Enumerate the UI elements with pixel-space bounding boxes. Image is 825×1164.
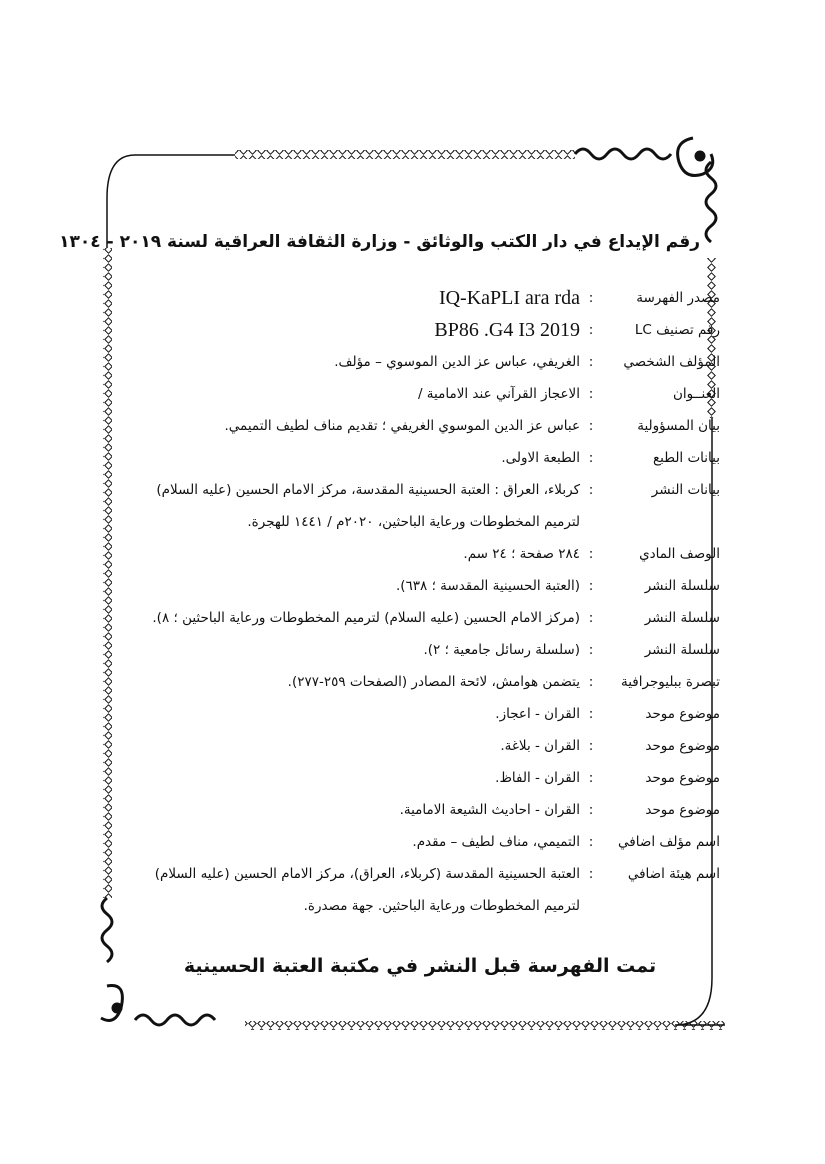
record-colon: : xyxy=(588,642,594,658)
record-value: BP86 .G4 I3 2019 xyxy=(434,319,580,341)
record-row xyxy=(130,282,720,314)
record-row xyxy=(130,314,720,346)
deposit-number-heading: رقم الإيداع في دار الكتب والوثائق - وزارة الثقافة العراقية لسنة ٢٠١٩ - ١٣٠٤ xyxy=(59,232,700,252)
record-label: سلسلة النشر xyxy=(644,642,720,658)
record-value: الاعجاز القرآني عند الامامية / xyxy=(417,386,580,402)
record-value: العتبة الحسينية المقدسة (كربلاء، العراق)، مركز الامام الحسين (عليه السلام) لترميم المخطوطات ورعاية الباحثين. جهة مصدرة. xyxy=(154,866,580,914)
record-label: الوصف المادي xyxy=(639,546,720,562)
record-colon: : xyxy=(588,674,594,690)
record-row xyxy=(130,794,720,826)
record-row xyxy=(130,346,720,378)
record-value: IQ-KaPLI ara rda xyxy=(438,287,580,309)
record-colon: : xyxy=(588,450,594,466)
record-label: العنــوان xyxy=(673,386,720,402)
record-label: رقم تصنيف LC xyxy=(634,322,720,338)
record-colon: : xyxy=(588,706,594,722)
record-label: اسم هيئة اضافي xyxy=(627,866,720,882)
record-label: موضوع موحد xyxy=(645,706,720,722)
record-value: التميمي، مناف لطيف – مقدم. xyxy=(412,834,580,850)
record-row xyxy=(130,730,720,762)
record-label: تبصرة ببليوجرافية xyxy=(620,674,720,690)
record-colon: : xyxy=(588,610,594,626)
record-value: الغريفي، عباس عز الدين الموسوي – مؤلف. xyxy=(334,354,580,370)
catalog-records xyxy=(130,282,720,922)
record-row xyxy=(130,826,720,858)
record-colon: : xyxy=(588,386,594,402)
record-colon: : xyxy=(588,802,594,818)
record-row xyxy=(130,442,720,474)
record-row xyxy=(130,762,720,794)
record-label: بيانات الطبع xyxy=(652,450,720,466)
record-value: الطبعة الاولى. xyxy=(501,450,580,466)
record-colon: : xyxy=(588,578,594,594)
record-colon: : xyxy=(588,290,594,306)
record-label: سلسلة النشر xyxy=(644,610,720,626)
record-colon: : xyxy=(588,770,594,786)
record-colon: : xyxy=(588,738,594,754)
record-row xyxy=(130,666,720,698)
record-row xyxy=(130,602,720,634)
record-colon: : xyxy=(588,834,594,850)
record-value: القران - بلاغة. xyxy=(500,738,580,754)
record-label: اسم مؤلف اضافي xyxy=(618,834,720,850)
record-colon: : xyxy=(588,546,594,562)
record-value: (مركز الامام الحسين (عليه السلام) لترميم المخطوطات ورعاية الباحثين ؛ ٨). xyxy=(152,610,580,626)
record-label: بيانات النشر xyxy=(651,482,720,498)
record-row xyxy=(130,634,720,666)
record-value: يتضمن هوامش، لائحة المصادر (الصفحات ٢٥٩-٢٧٧). xyxy=(287,674,580,690)
record-label: بيان المسؤولية xyxy=(637,418,720,434)
record-label: موضوع موحد xyxy=(645,738,720,754)
record-label: مصدر الفهرسة xyxy=(636,290,720,306)
record-label: موضوع موحد xyxy=(645,802,720,818)
record-label: موضوع موحد xyxy=(645,770,720,786)
record-label: سلسلة النشر xyxy=(644,578,720,594)
record-row xyxy=(130,858,720,922)
record-colon: : xyxy=(588,866,594,882)
record-row xyxy=(130,538,720,570)
record-value: كربلاء، العراق : العتبة الحسينية المقدسة، مركز الامام الحسين (عليه السلام) لترميم المخطوطات ورعاية الباحثين، ٢٠٢٠م / ١٤٤١ للهجرة. xyxy=(156,482,580,530)
record-value: (سلسلة رسائل جامعية ؛ ٢). xyxy=(423,642,580,658)
record-label: المؤلف الشخصي xyxy=(623,354,720,370)
record-value: القران - الفاظ. xyxy=(495,770,580,786)
record-row xyxy=(130,570,720,602)
record-row xyxy=(130,410,720,442)
record-value: (العتبة الحسينية المقدسة ؛ ٦٣٨). xyxy=(395,578,580,594)
record-row xyxy=(130,698,720,730)
record-value: عباس عز الدين الموسوي الغريفي ؛ تقديم مناف لطيف التميمي. xyxy=(224,418,580,434)
record-value: ٢٨٤ صفحة ؛ ٢٤ سم. xyxy=(463,546,580,562)
record-colon: : xyxy=(588,482,594,498)
record-value: القران - اعجاز. xyxy=(495,706,580,722)
record-colon: : xyxy=(588,418,594,434)
record-colon: : xyxy=(588,322,594,338)
record-value: القران - احاديث الشيعة الامامية. xyxy=(399,802,580,818)
cataloging-footer: تمت الفهرسة قبل النشر في مكتبة العتبة الحسينية xyxy=(183,955,657,977)
record-row xyxy=(130,474,720,538)
record-row xyxy=(130,378,720,410)
record-colon: : xyxy=(588,354,594,370)
